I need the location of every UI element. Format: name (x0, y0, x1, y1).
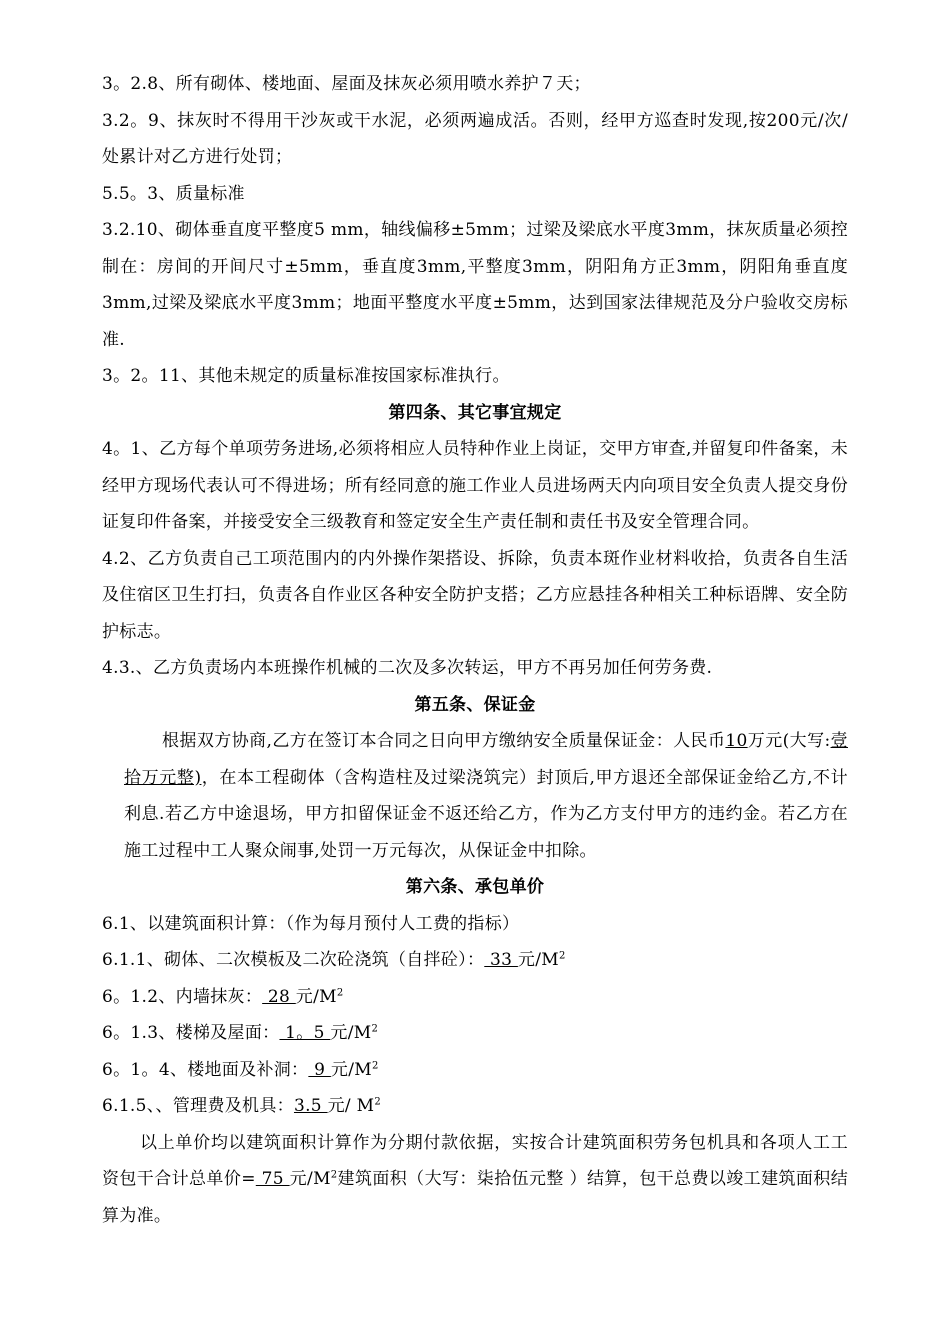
price-value: 28 (262, 986, 296, 1007)
price-item (102, 1015, 848, 1052)
price-unit-exponent: 2 (371, 1023, 379, 1035)
summary-text-1: 以上单价均以建筑面积计算作为分期付款依据，实按合计建筑面积劳务包机具和各项人工工资包干合计总单价= (102, 1132, 848, 1189)
clause-6-1: 6.1、以建筑面积计算：（作为每月预付人工费的指标） (102, 913, 520, 934)
deposit-text-2: 万元(大写: (747, 731, 831, 751)
price-item (102, 942, 848, 979)
deposit-amount: 10 (725, 731, 748, 751)
clause-4-1: 4。1、乙方每个单项劳务进场,必须将相应人员特种作业上岗证，交甲方审查,并留复印件备案，未经甲方现场代表认可不得进场；所有经同意的施工作业人员进场两天内向项目安全负责人提交身份证复印件备案，并接受安全三级教育和签定安全生产责任制和责任书及安全管理合同。 (102, 439, 848, 532)
price-item (102, 1052, 848, 1089)
price-label: 6。1。4、楼地面及补洞： (102, 1059, 309, 1080)
price-unit-exponent: 2 (374, 1096, 382, 1108)
price-unit-exponent: 2 (336, 986, 344, 998)
deposit-amount-words: 壹拾万元整) (124, 731, 848, 788)
clause-3-2-11: 3。2。11、其他未规定的质量标准按国家标准执行。 (102, 366, 510, 386)
summary-paragraph (102, 1125, 848, 1235)
article-6-heading: 第六条、承包单价 (405, 877, 545, 897)
clause-4-3: 4.3.、乙方负责场内本班操作机械的二次及多次转运，甲方不再另加任何劳务费. (102, 658, 713, 678)
price-value: 1。5 (279, 1023, 331, 1043)
price-unit: 元/M (295, 986, 337, 1007)
clause-3-2-8: 3。2.8、所有砌体、楼地面、屋面及抹灰必须用喷水养护７天； (102, 74, 591, 94)
price-unit: 元/ M (327, 1096, 375, 1116)
summary-total: 75 (255, 1169, 290, 1189)
deposit-paragraph (102, 723, 848, 869)
price-label: 6。1.2、内墙抹灰： (102, 986, 263, 1007)
price-item (102, 979, 848, 1016)
price-label: 6.1.5、、管理费及机具： (102, 1096, 294, 1116)
price-value: 33 (484, 950, 518, 970)
clause-4-2: 4.2、乙方负责自己工项范围内的内外操作架搭设、拆除，负责本斑作业材料收拾，负责各自生活及住宿区卫生打扫，负责各自作业区各种安全防护支搭；乙方应悬挂各种相关工种标语牌、安全防护标志。 (102, 548, 848, 642)
price-value: 9 (308, 1059, 331, 1080)
price-unit-exponent: 2 (558, 950, 566, 962)
deposit-text-1: 根据双方协商,乙方在签订本合同之日向甲方缴纳安全质量保证金：人民币 (162, 731, 726, 751)
price-unit: 元/M (330, 1059, 372, 1080)
price-label: 6。1.3、楼梯及屋面： (102, 1023, 280, 1043)
summary-text-2: 建筑面积（大写：柒拾伍元整 ）结算，包干总费以竣工建筑面积结算为准。 (102, 1169, 848, 1226)
price-unit: 元/M (330, 1023, 372, 1043)
summary-unit-exponent: 2 (330, 1169, 338, 1181)
article-5-heading: 第五条、保证金 (414, 694, 536, 715)
summary-unit: 元/M (289, 1169, 331, 1189)
clause-3-2-10: 3.2.10、砌体垂直度平整度5 mm，轴线偏移±5mm；过梁及梁底水平度3mm，抹灰质量必须控制在：房间的开间尺寸±5mm，垂直度3mm,平整度3mm，阴阳角方正3mm，阴阳角垂直度3mm,过梁及梁底水平度3mm；地面平整度水平度±5mm，达到国家法律规范及分户验收交房标准. (102, 220, 848, 350)
price-unit: 元/M (517, 950, 559, 970)
price-unit-exponent: 2 (371, 1059, 379, 1071)
article-4-heading: 第四条、其它事宜规定 (388, 402, 562, 423)
contract-page (102, 66, 848, 1234)
clause-3-2-9: 3.2。9、抹灰时不得用干沙灰或干水泥，必须两遍成活。否则，经甲方巡查时发现,按200元/次/处累计对乙方进行处罚； (102, 110, 848, 167)
deposit-text-3: ，在本工程砌体（含构造柱及过梁浇筑完）封顶后,甲方退还全部保证金给乙方,不计利息.若乙方中途退场，甲方扣留保证金不返还给乙方，作为乙方支付甲方的违约金。若乙方在施工过程中工人聚众闹事,处罚一万元每次，从保证金中扣除。 (124, 767, 848, 861)
price-item (102, 1088, 848, 1125)
price-label: 6.1.1、砌体、二次模板及二次砼浇筑（自拌砼）： (102, 950, 485, 970)
price-value: 3.5 (293, 1096, 328, 1116)
clause-5-5-3: 5.5。3、质量标准 (102, 183, 245, 204)
